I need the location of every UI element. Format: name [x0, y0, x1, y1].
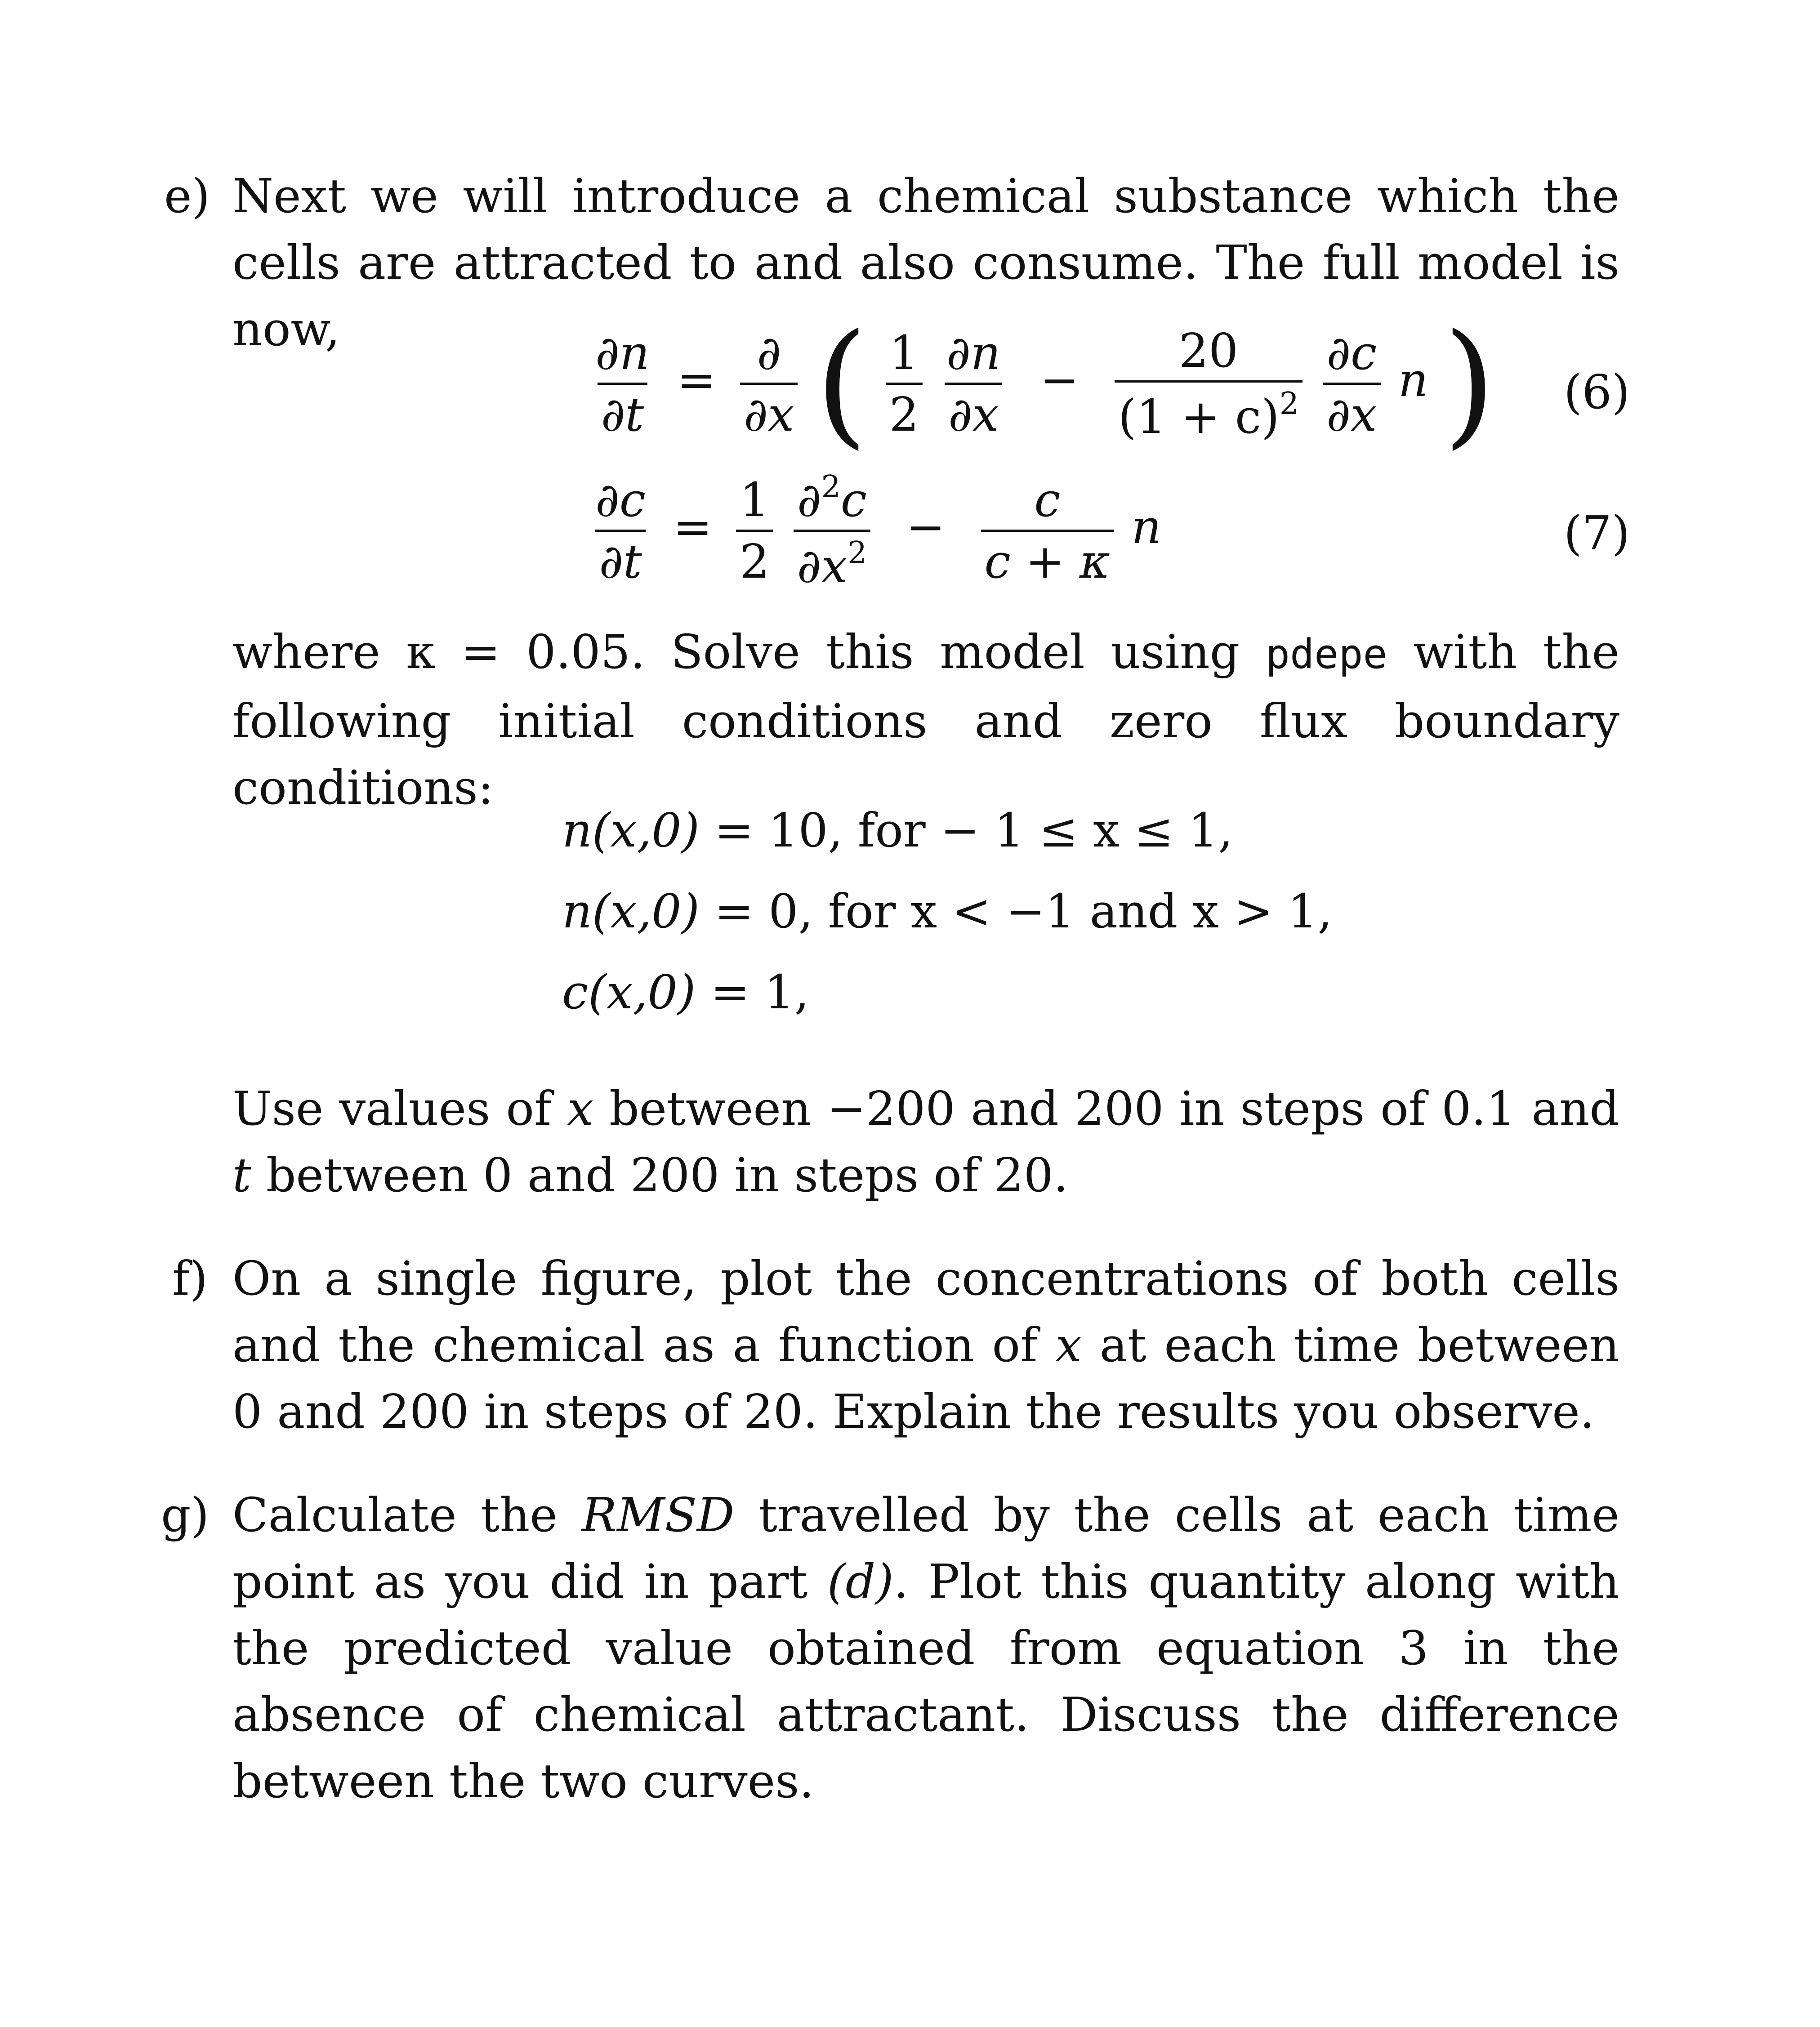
equation-6-number: (6)	[1564, 365, 1630, 419]
where-text-1: where κ = 0.05. Solve this model using	[232, 624, 1240, 679]
equation-7: $\frac{\partial c}{\partial t}$ = $\frac{1}{2}$ $\frac{\partial^2c}{\partial x^2}$ − $\frac{c}{c + \kappa}$ n	[589, 472, 1161, 589]
eq6-partial: $\frac{\partial}{\partial x}$	[740, 330, 798, 438]
range-text: Use values of x between −200 and 200 in steps of 0.1 and t between 0 and 200 in steps of 20.	[232, 1081, 1619, 1203]
item-label-g: g)	[161, 1488, 210, 1542]
initial-condition-2: n(x,0) = 0, for x < −1 and x > 1,	[562, 884, 1333, 939]
item-f-text: On a single figure, plot the concentrations of both cells and the chemical as a function of x at each time between 0 and 200 in steps of 20. Explain the results you observe.	[232, 1251, 1620, 1439]
eq6-dn-dx: $\frac{\partial n}{\partial x}$	[943, 330, 1004, 438]
eq6-left-paren: (	[815, 305, 868, 462]
code-pdepe: pdepe	[1265, 631, 1387, 678]
initial-condition-1: n(x,0) = 10, for − 1 ≤ x ≤ 1,	[562, 803, 1233, 858]
where-text	[232, 619, 1619, 821]
eq6-half: $\frac{1}{2}$	[886, 330, 923, 438]
eq6-dc-dx: $\frac{\partial c}{\partial x}$	[1323, 330, 1380, 438]
item-label-f: f)	[172, 1251, 208, 1306]
eq7-lhs: $\frac{\partial c}{\partial t}$	[595, 472, 646, 589]
eq7-second-derivative: $\frac{\partial^2c}{\partial x^2}$	[794, 472, 871, 589]
item-e-line-2: attracted to and also consume. The full model is now,	[232, 235, 1619, 356]
eq7-half: $\frac{1}{2}$	[736, 477, 773, 585]
item-label-e: e)	[164, 169, 210, 223]
rmsd-term: RMSD	[581, 1488, 735, 1542]
eq6-coef: $\frac{20}{(1 + c)^2}$	[1115, 327, 1303, 440]
eq6-lhs: $\frac{\partial n}{\partial t}$	[595, 325, 650, 442]
eq7-tail: n	[1131, 499, 1162, 554]
item-e-line-1: Next we will introduce a chemical substance which the cells are	[232, 169, 1619, 290]
eq7-consumption: $\frac{c}{c + \kappa}$	[981, 477, 1114, 585]
where-text-line-2: initial conditions and zero flux boundary conditions:	[232, 694, 1619, 815]
initial-condition-3: c(x,0) = 1,	[562, 965, 809, 1020]
equation-7-number: (7)	[1564, 506, 1630, 561]
range-text-line-2: 0 and 200 in steps of 20.	[482, 1148, 1068, 1203]
where-text-2: with the following	[232, 624, 1619, 748]
equation-6: $\frac{\partial n}{\partial t}$ = $\frac{\partial}{\partial x}$ ( $\frac{1}{2}$ $\frac{\partial n}{\partial x}$ − $\frac{20}{(1 + c)^2}$ $\frac{\partial c}{\partial x}$ n )	[589, 327, 1496, 440]
var-t: t	[232, 1148, 251, 1203]
eq6-right-paren: )	[1443, 305, 1496, 462]
item-g-text: Calculate the RMSD travelled by the cells at each time point as you did in part (d). Plot this quantity along with the predicted value obtained from equation 3 in the absence of chemical attractant. Discuss the difference between the two curves.	[232, 1488, 1620, 1809]
var-x: x	[567, 1081, 594, 1136]
eq6-tail: n	[1398, 352, 1428, 407]
